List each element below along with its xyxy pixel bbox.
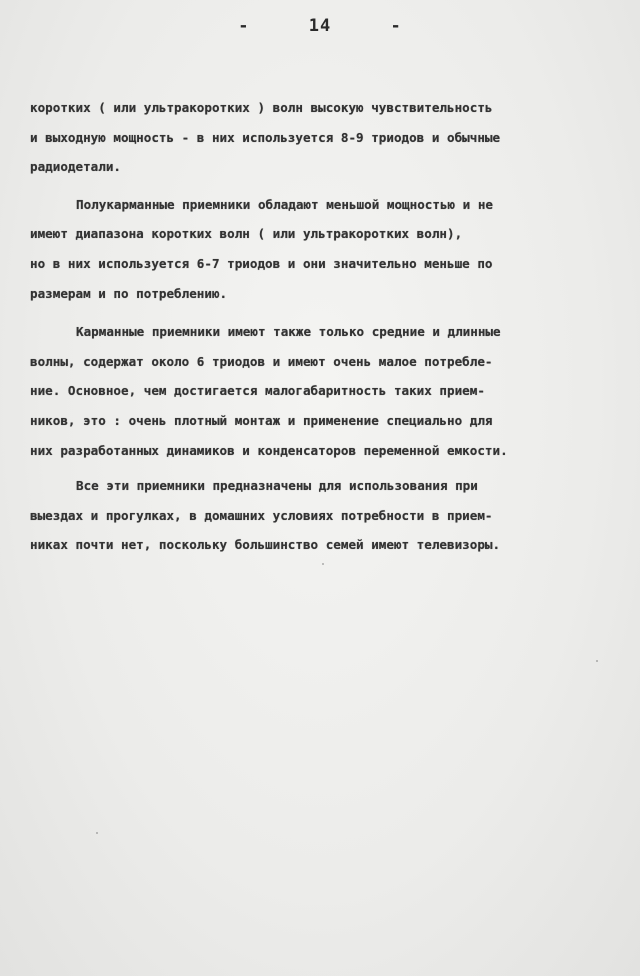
text-line: выездах и прогулках, в домашних условиях потребности в прием- [30, 507, 493, 523]
document-body [30, 93, 636, 566]
paper-speck [322, 563, 324, 565]
text-line: радиодетали. [30, 159, 121, 175]
header-right-dash: - [390, 16, 402, 36]
text-line: но в них используется 6-7 триодов и они значительно меньше по [30, 255, 493, 271]
text-line: Все эти приемники предназначены для использования при [76, 478, 478, 494]
text-line: имеют диапазона коротких волн ( или ультракоротких волн), [30, 226, 463, 242]
text-line: Полукарманные приемники обладают меньшой мощностью и не [76, 196, 494, 212]
paragraph-4 [30, 471, 636, 560]
paragraph-1 [30, 93, 636, 182]
text-line: никах почти нет, поскольку большинство семей имеют телевизоры. [30, 537, 501, 553]
paragraph-2 [30, 190, 636, 308]
text-line: них разработанных динамиков и конденсаторов переменной емкости. [30, 442, 508, 458]
page-header [0, 16, 640, 36]
text-line: волны, содержат около 6 триодов и имеют очень малое потребле- [30, 353, 493, 369]
paper-speck [596, 660, 598, 662]
page-number: 14 [308, 16, 332, 36]
header-left-dash: - [238, 16, 250, 36]
text-line: коротких ( или ультракоротких ) волн высокую чувствительность [30, 100, 493, 115]
paragraph-3 [30, 317, 636, 465]
text-line: размерам и по потреблению. [30, 285, 228, 301]
text-line: Карманные приемники имеют также только средние и длинные [76, 324, 501, 340]
text-line: ние. Основное, чем достигается малогабаритность таких прием- [30, 383, 485, 399]
text-line: и выходную мощность - в них используется 8-9 триодов и обычные [30, 129, 501, 145]
text-line: ников, это : очень плотный монтаж и применение специально для [30, 412, 493, 428]
paper-speck [96, 832, 98, 834]
